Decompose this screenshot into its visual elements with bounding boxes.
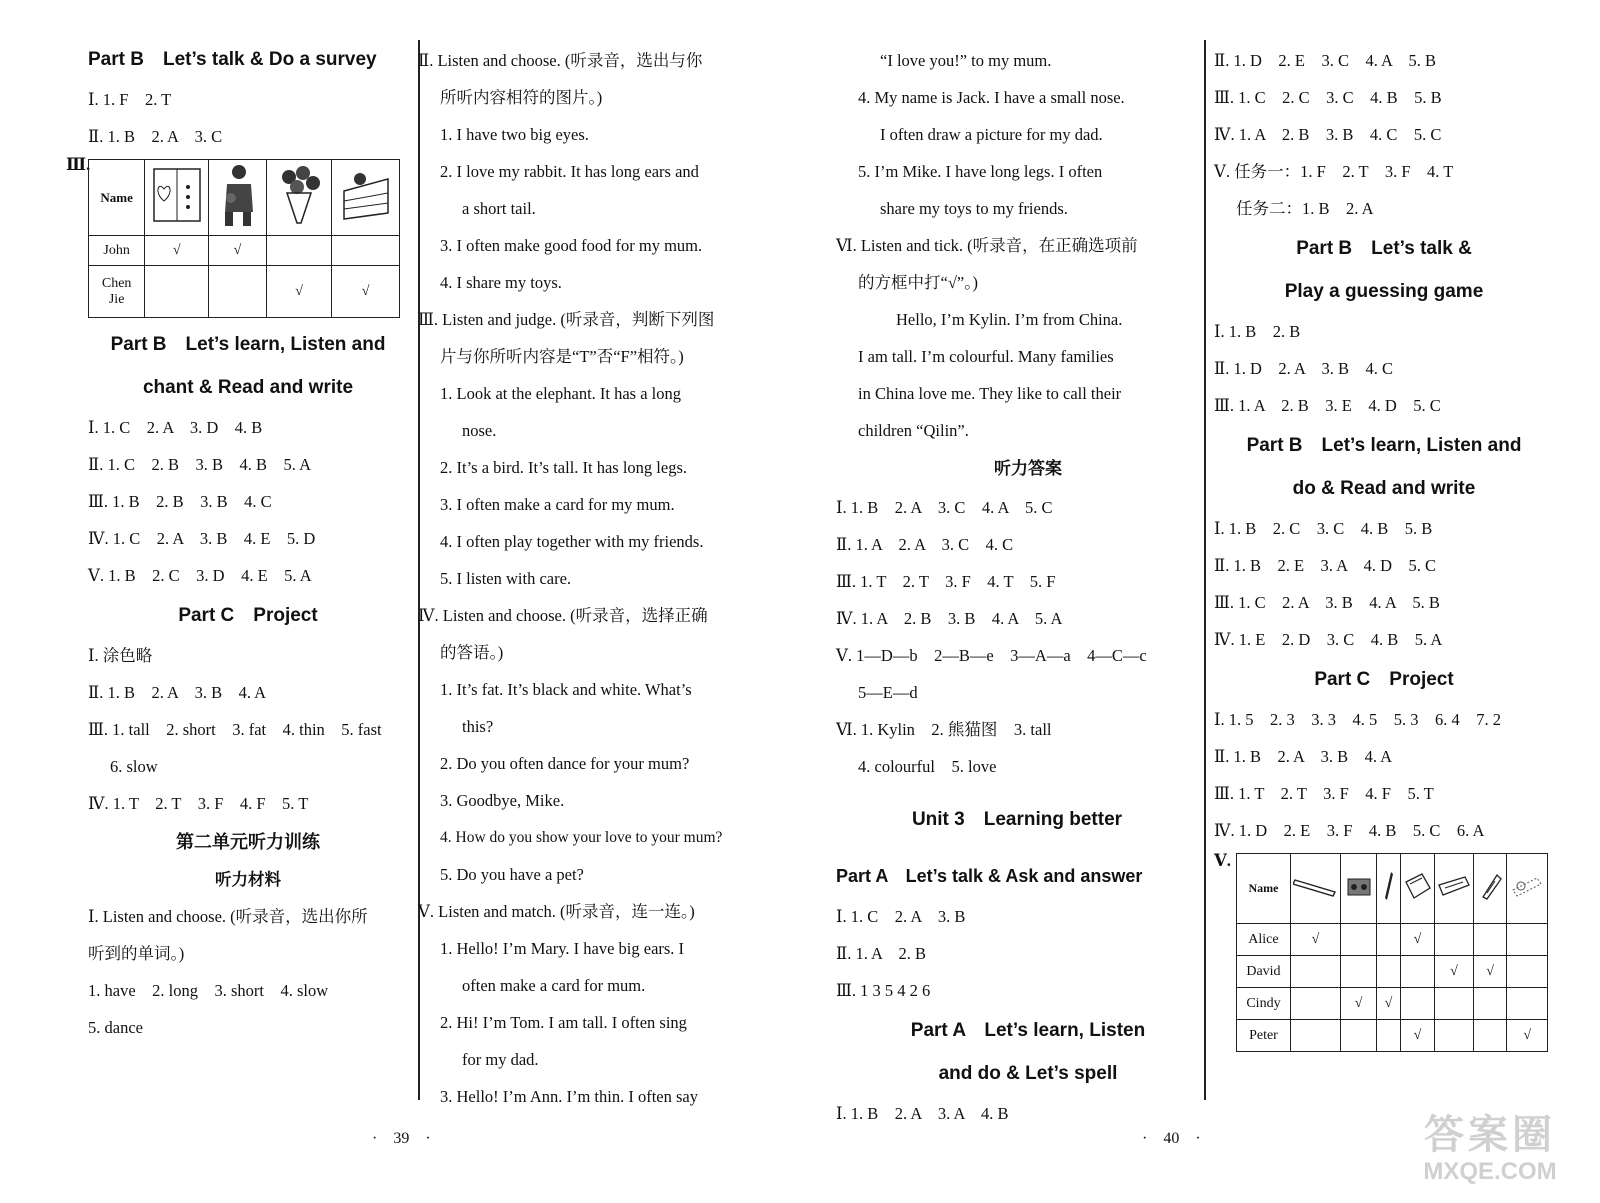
answer-line: Ⅰ. 1. C 2. A 3. D 4. B [88, 418, 263, 437]
answer-line: Ⅴ. 1. B 2. C 3. D 4. E 5. A [88, 566, 312, 585]
table-name: David [1237, 956, 1291, 988]
text-line: 2. I love my rabbit. It has long ears and [440, 162, 699, 181]
survey-mark [209, 266, 267, 318]
text-line: 4. I share my toys. [440, 273, 562, 292]
answer-line: Ⅱ. 1. A 2. B [836, 944, 927, 963]
text-line: 5. dance [88, 1018, 143, 1037]
table-mark: √ [1400, 924, 1434, 956]
answer-line: Ⅴ. 任务一：1. F 2. T 3. F 4. T [1214, 162, 1454, 181]
answer-line: 任务二：1. B 2. A [1236, 199, 1374, 218]
love-card-icon [150, 165, 204, 225]
table-mark [1473, 924, 1507, 956]
answer-line: Ⅲ. 1. C 2. A 3. B 4. A 5. B [1214, 593, 1440, 612]
text-line: this? [462, 717, 494, 736]
crayon-cell [1507, 854, 1548, 924]
text-line: 1. Hello! I’m Mary. I have big ears. I [440, 939, 685, 958]
text-line: 1. It’s fat. It’s black and white. What’s [440, 680, 692, 699]
survey-mark: √ [332, 266, 400, 318]
answer-line: Ⅲ. 1. C 2. C 3. C 4. B 5. B [1214, 88, 1442, 107]
text-line: 的答语。) [440, 643, 504, 662]
survey-name: Chen Jie [89, 266, 145, 318]
answer-line: Ⅰ. 1. B 2. A 3. C 4. A 5. C [836, 498, 1053, 517]
table-mark [1290, 1020, 1340, 1052]
answer-line: Ⅳ. 1. C 2. A 3. B 4. E 5. D [88, 529, 316, 548]
survey-header: Name [89, 160, 145, 236]
answer-line: Ⅲ. 1. T 2. T 3. F 4. T 5. F [836, 572, 1056, 591]
text-line: Ⅲ. Listen and judge. (听录音，判断下列图 [418, 310, 715, 329]
answer-line: Ⅲ. 1 3 5 4 2 6 [836, 981, 931, 1000]
text-line: 4. How do you show your love to your mum? [440, 829, 723, 846]
table-mark [1377, 924, 1401, 956]
cake-picture [332, 160, 400, 236]
column-2 [418, 42, 765, 1115]
section-heading: Part C Project [178, 605, 318, 626]
watermark-line-2: MXQE.COM [1423, 1158, 1557, 1185]
answer-line: Ⅱ. 1. A 2. A 3. C 4. C [836, 535, 1014, 554]
text-line: 5. Do you have a pet? [440, 865, 584, 884]
ruler-cell [1290, 854, 1340, 924]
text-line: 2. It’s a bird. It’s tall. It has long legs. [440, 458, 688, 477]
sub-heading: 听力答案 [994, 459, 1062, 478]
table-mark [1507, 988, 1548, 1020]
text-line: Ⅴ. Listen and match. (听录音，连一连。) [418, 902, 695, 921]
table-mark [1400, 956, 1434, 988]
text-line: 4. My name is Jack. I have a small nose. [858, 88, 1125, 107]
table-mark: √ [1290, 924, 1340, 956]
answer-line: Ⅰ. 1. B 2. A 3. A 4. B [836, 1104, 1009, 1123]
sub-heading: 听力材料 [215, 870, 281, 889]
table-mark: √ [1400, 1020, 1434, 1052]
table-mark [1341, 1020, 1377, 1052]
pencil-box-cell [1341, 854, 1377, 924]
answer-line: Ⅲ. 1. tall 2. short 3. fat 4. thin 5. fast [88, 720, 382, 739]
text-line: 3. Goodbye, Mike. [440, 791, 565, 810]
text-line: I often draw a picture for my dad. [880, 125, 1103, 144]
answer-line: 6. slow [110, 757, 158, 776]
text-line: a short tail. [462, 199, 536, 218]
text-line: 听到的单词。) [88, 944, 185, 963]
text-line: Ⅵ. Listen and tick. (听录音，在正确选项前 [836, 236, 1138, 255]
table-mark [1473, 988, 1507, 1020]
text-line: 5. I listen with care. [440, 569, 572, 588]
answer-line: Ⅰ. 1. B 2. B [1214, 322, 1301, 341]
text-line: 3. I often make good food for my mum. [440, 236, 703, 255]
answer-line: 5—E—d [858, 683, 918, 702]
answer-line: Ⅰ. 1. B 2. C 3. C 4. B 5. B [1214, 519, 1433, 538]
mother-child-icon [215, 162, 261, 228]
text-line: share my toys to my friends. [880, 199, 1068, 218]
answer-line: Ⅰ. 1. F 2. T [88, 90, 172, 109]
answer-line: Ⅰ. 1. C 2. A 3. B [836, 907, 966, 926]
text-line: Ⅳ. Listen and choose. (听录音，选择正确 [418, 606, 708, 625]
table-mark [1377, 956, 1401, 988]
table-mark [1473, 1020, 1507, 1052]
table-name: Cindy [1237, 988, 1291, 1020]
answer-line: Ⅰ. 涂色略 [88, 646, 153, 665]
text-line: 2. Do you often dance for your mum? [440, 754, 690, 773]
answer-line: Ⅳ. 1. D 2. E 3. F 4. B 5. C 6. A [1214, 821, 1485, 840]
answer-line: Ⅱ. 1. B 2. A 3. B 4. A [88, 683, 267, 702]
section-heading: and do & Let’s spell [938, 1063, 1118, 1084]
pen-icon [1381, 870, 1395, 902]
text-line: 4. I often play together with my friends. [440, 532, 704, 551]
text-line: children “Qilin”. [858, 421, 969, 440]
table-mark [1435, 1020, 1473, 1052]
table-mark [1290, 956, 1340, 988]
section-heading: Part B Let’s learn, Listen and [110, 334, 386, 355]
table-mark [1400, 988, 1434, 1020]
survey-mark [145, 266, 209, 318]
text-line: 的方框中打“√”。) [858, 273, 978, 292]
section-heading: do & Read and write [1292, 478, 1476, 499]
text-line: 2. Hi! I’m Tom. I am tall. I often sing [440, 1013, 687, 1032]
crayon-icon [1509, 872, 1545, 900]
text-line: I am tall. I’m colourful. Many families [858, 347, 1114, 366]
column-1 [66, 38, 408, 1046]
card-picture [145, 160, 209, 236]
page-number-right: · 40 · [1142, 1130, 1201, 1147]
answer-line: Ⅳ. 1. A 2. B 3. B 4. C 5. C [1214, 125, 1442, 144]
text-line: 1. have 2. long 3. short 4. slow [88, 981, 329, 1000]
survey-block [66, 155, 408, 323]
text-line: “I love you!” to my mum. [880, 51, 1052, 70]
family-picture [209, 160, 267, 236]
column-divider-1 [418, 40, 420, 1100]
column-divider-2 [1204, 40, 1206, 1100]
text-line: 1. Look at the elephant. It has a long [440, 384, 682, 403]
table-mark: √ [1473, 956, 1507, 988]
answer-line: Ⅱ. 1. D 2. A 3. B 4. C [1214, 359, 1393, 378]
text-line: 所听内容相符的图片。) [440, 88, 603, 107]
cake-icon [338, 165, 394, 225]
ruler-icon [1293, 874, 1337, 898]
text-line: in China love me. They like to call their [858, 384, 1122, 403]
pen-cell [1377, 854, 1401, 924]
table-mark [1341, 956, 1377, 988]
survey-table [88, 159, 400, 318]
table-mark [1290, 988, 1340, 1020]
section-heading: Part B Let’s learn, Listen and [1246, 435, 1522, 456]
column-4 [1214, 42, 1554, 1055]
answer-line: Ⅱ. 1. B 2. E 3. A 4. D 5. C [1214, 556, 1437, 575]
stationery-block [1214, 849, 1554, 1055]
text-line: Ⅱ. Listen and choose. (听录音，选出与你 [418, 51, 703, 70]
answer-line: 4. colourful 5. love [858, 757, 997, 776]
text-line: often make a card for mum. [462, 976, 646, 995]
answer-line: Ⅵ. 1. Kylin 2. 熊猫图 3. tall [836, 720, 1052, 739]
flowers-icon [273, 163, 325, 227]
book-icon [1402, 872, 1432, 900]
answer-line: Ⅲ. 1. B 2. B 3. B 4. C [88, 492, 272, 511]
pencil-box-icon [1344, 871, 1374, 901]
section-heading: Part B Let’s talk & [1296, 238, 1472, 259]
table-mark [1435, 988, 1473, 1020]
survey-name: John [89, 236, 145, 266]
section-heading: chant & Read and write [142, 377, 354, 398]
column-3 [836, 42, 1198, 1132]
answer-line: Ⅲ. 1. A 2. B 3. E 4. D 5. C [1214, 396, 1441, 415]
section-heading: Part B Let’s talk & Do a survey [88, 49, 377, 70]
eraser-icon [1477, 871, 1503, 901]
table-name: Peter [1237, 1020, 1291, 1052]
text-line: Hello, I’m Kylin. I’m from China. [896, 310, 1123, 329]
text-line: 片与你所听内容是“T”否“F”相符。) [440, 347, 684, 366]
table-mark: √ [1507, 1020, 1548, 1052]
text-line: 1. I have two big eyes. [440, 125, 589, 144]
unit-heading: Unit 3 Learning better [911, 809, 1123, 830]
table-mark [1341, 924, 1377, 956]
text-line: for my dad. [462, 1050, 539, 1069]
answer-line: Ⅳ. 1. T 2. T 3. F 4. F 5. T [88, 794, 309, 813]
table-name: Alice [1237, 924, 1291, 956]
flowers-picture [266, 160, 331, 236]
stationery-table [1236, 853, 1548, 1052]
watermark-logo [1410, 1113, 1570, 1193]
table-mark [1507, 956, 1548, 988]
section-heading: Part A Let’s talk & Ask and answer [836, 866, 1143, 886]
section-heading: Part A Let’s learn, Listen [910, 1020, 1146, 1041]
watermark-line-1: 答案圈 [1424, 1113, 1556, 1157]
page-number-left: · 39 · [372, 1130, 431, 1147]
answer-line: Ⅲ. 1. T 2. T 3. F 4. F 5. T [1214, 784, 1434, 803]
section-heading: Play a guessing game [1284, 281, 1484, 302]
table-mark: √ [1377, 988, 1401, 1020]
survey-mark [266, 236, 331, 266]
text-line: nose. [462, 421, 497, 440]
section-heading: Part C Project [1314, 669, 1454, 690]
answer-line: Ⅳ. 1. E 2. D 3. C 4. B 5. A [1214, 630, 1443, 649]
book-cell [1400, 854, 1434, 924]
text-line: 5. I’m Mike. I have long legs. I often [858, 162, 1103, 181]
survey-mark: √ [145, 236, 209, 266]
answer-line: Ⅱ. 1. C 2. B 3. B 4. B 5. A [88, 455, 311, 474]
text-line: 3. I often make a card for my mum. [440, 495, 675, 514]
table-mark: √ [1435, 956, 1473, 988]
table-label: Ⅴ. [1214, 851, 1231, 870]
unit-heading: 第二单元听力训练 [176, 832, 320, 852]
answer-line: Ⅱ. 1. B 2. A 3. C [88, 127, 223, 146]
answer-line: Ⅰ. 1. 5 2. 3 3. 3 4. 5 5. 3 6. 4 7. 2 [1214, 710, 1502, 729]
answer-line: Ⅳ. 1. A 2. B 3. B 4. A 5. A [836, 609, 1063, 628]
table-mark: √ [1341, 988, 1377, 1020]
survey-label: Ⅲ. [66, 155, 91, 174]
answer-line: Ⅱ. 1. D 2. E 3. C 4. A 5. B [1214, 51, 1437, 70]
survey-mark [332, 236, 400, 266]
survey-mark: √ [209, 236, 267, 266]
survey-mark: √ [266, 266, 331, 318]
pencil-case-icon [1437, 875, 1471, 897]
pencil-case-cell [1435, 854, 1473, 924]
text-line: 3. Hello! I’m Ann. I’m thin. I often say [440, 1087, 698, 1106]
table-header: Name [1237, 854, 1291, 924]
eraser-cell [1473, 854, 1507, 924]
answer-line: Ⅱ. 1. B 2. A 3. B 4. A [1214, 747, 1393, 766]
table-mark [1507, 924, 1548, 956]
text-line: Ⅰ. Listen and choose. (听录音，选出你所 [88, 907, 368, 926]
table-mark [1377, 1020, 1401, 1052]
answer-line: Ⅴ. 1—D—b 2—B—e 3—A—a 4—C—c [836, 646, 1147, 665]
table-mark [1435, 924, 1473, 956]
